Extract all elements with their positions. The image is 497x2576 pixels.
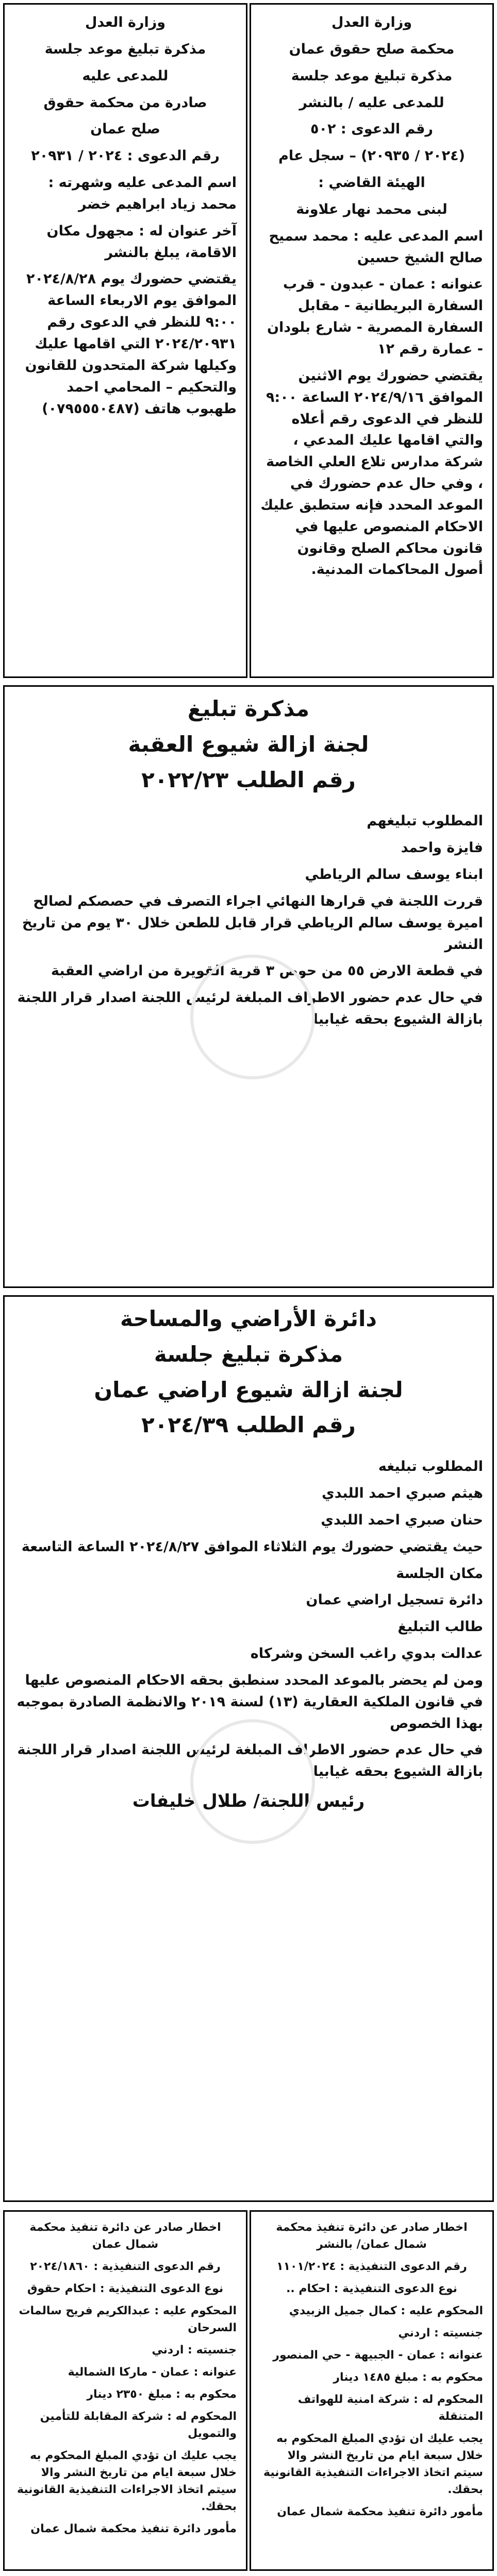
notice-line: دائرة تسجيل اراضي عمان xyxy=(306,1592,483,1608)
notice-line: عنوانه : عمان - الجبيهة - حي المنصور xyxy=(273,2349,483,2362)
notice-body xyxy=(260,2219,483,2520)
notice-body xyxy=(260,12,483,581)
notice-amman-partition-committee xyxy=(3,1295,494,2202)
notice-line: عنوانه : عمان - ماركا الشمالية xyxy=(68,2366,237,2379)
notice-line: نوع الدعوى التنفيذية : احكام حقوق xyxy=(27,2282,224,2295)
notice-line: وزارة العدل xyxy=(85,14,166,30)
notice-line: يقتضي حضورك يوم الاثنين الموافق ٢٠٢٤/٩/١٦ الساعة ٩:٠٠ للنظر في الدعوى رقم أعلاه والتي اقامها عليك المدعي ، شركة مدارس تلاع العلي الخاصة ، وفي حال عدم حضورك في الموعد المحدد فإنه ستطبق عليك الاحكام المنصوص عليها في قانون محاكم الصلح وقانون أصول المحاكمات المدنية. xyxy=(260,367,483,578)
notice-line: (٢٠٢٤ / ٢٠٩٣٥) – سجل عام xyxy=(278,148,465,164)
notice-line: آخر عنوان له : مجهول مكان الاقامة، يبلغ بالنشر xyxy=(46,223,237,261)
notice-line: اسم المدعى عليه : محمد سميح صالح الشيخ حسين xyxy=(269,228,483,266)
notice-line: حنان صبري احمد اللبدي xyxy=(321,1512,483,1528)
execution-notice-2 xyxy=(3,2210,247,2571)
notice-line: في قطعة الارض ٥٥ من حوض ٣ قرية القويرة من اراضي العقبة xyxy=(51,963,483,979)
execution-notice-1 xyxy=(250,2210,494,2571)
notice-line: مكان الجلسة xyxy=(396,1565,483,1582)
notice-body xyxy=(14,810,483,1030)
notice-line: رقم الدعوى : ٢٠٢٤ / ٢٠٩٣١ xyxy=(31,148,220,164)
notice-line: طالب التبليغ xyxy=(397,1619,483,1635)
notice-line: صادرة من محكمة حقوق xyxy=(43,94,207,111)
notice-line: الهيئة القاضي : xyxy=(318,175,425,191)
notice-line: المطلوب تبليغهم xyxy=(367,813,483,829)
notice-line: محكوم به : مبلغ ١٤٨٥ دينار xyxy=(333,2371,483,2384)
notice-line: مذكرة تبليغ موعد جلسة xyxy=(44,41,206,57)
notice-subtitle: لجنة ازالة شيوع اراضي عمان xyxy=(94,1377,403,1402)
request-number: رقم الطلب ٢٠٢٤/٣٩ xyxy=(141,1412,356,1438)
notice-line: اخطار صادر عن دائرة تنفيذ محكمة شمال عمان/ بالنشر xyxy=(276,2221,468,2251)
notice-line: اسم المدعى عليه وشهرته : محمد زياد ابراهيم خضر xyxy=(48,175,237,212)
notice-line: وزارة العدل xyxy=(331,14,412,30)
notice-line: فايزة واحمد xyxy=(401,840,483,856)
notice-line: للمدعى عليه / بالنشر xyxy=(299,94,444,111)
notice-body xyxy=(14,2219,237,2537)
department-header: دائرة الأراضي والمساحة xyxy=(120,1306,377,1331)
notice-court-summons-2 xyxy=(3,3,247,678)
request-number: رقم الطلب ٢٠٢٢/٢٣ xyxy=(141,767,356,792)
notice-line: المحكوم عليه : كمال جميل الزبيدي xyxy=(289,2304,483,2317)
notice-line: يجب عليك ان تؤدي المبلغ المحكوم به خلال سبعة ايام من تاريخ النشر والا سيتم اتخاذ الاجراءات التنفيذية القانونية بحقك. xyxy=(16,2449,237,2513)
notice-line: يجب عليك ان تؤدي المبلغ المحكوم به خلال سبعة ايام من تاريخ النشر والا سيتم اتخاذ الاجراءات التنفيذية القانونية بحقك. xyxy=(263,2432,483,2496)
notice-line: يقتضي حضورك يوم ٢٠٢٤/٨/٢٨ الموافق يوم الاربعاء الساعة ٩:٠٠ للنظر في الدعوى رقم ٢٠٢٤/٢٠٩٣١ التي اقامها عليك وكيلها شركة المتحدون للقانون والتحكيم – المحامي احمد طهبوب هاتف (٠٧٩٥٥٥٠٤٨٧) xyxy=(25,271,237,417)
notice-line: المطلوب تبليغه xyxy=(378,1459,483,1475)
notice-line: عدالت بدوي راغب السخن وشركاه xyxy=(250,1646,483,1662)
notice-line: المحكوم له : شركة امنية للهواتف المتنقلة xyxy=(297,2393,483,2423)
notice-subtitle: لجنة ازالة شيوع العقبة xyxy=(128,731,369,757)
notice-line: ابناء يوسف سالم الرياطي xyxy=(305,867,483,883)
notice-line: مأمور دائرة تنفيذ محكمة شمال عمان xyxy=(30,2522,237,2535)
notice-line: حيث يقتضي حضورك يوم الثلاثاء الموافق ٢٠٢٤/٨/٢٧ الساعة التاسعة xyxy=(21,1538,483,1555)
notice-line: المحكوم عليه : عبدالكريم فريح سالمات السرحان xyxy=(19,2304,237,2334)
notice-title: مذكرة تبليغ xyxy=(187,696,310,721)
notice-title: مذكرة تبليغ جلسة xyxy=(154,1341,343,1367)
notice-line: صلح عمان xyxy=(90,121,160,138)
notice-line: محكوم به : مبلغ ٢٣٥٠ دينار xyxy=(87,2388,237,2401)
notice-line: رقم الدعوى التنفيذية : ١١٠١/٢٠٢٤ xyxy=(276,2260,467,2273)
notice-line: ومن لم يحضر بالموعد المحدد سنطبق بحقه الاحكام المنصوص عليها في قانون الملكية العقارية (١٣) لسنة ٢٠١٩ والانظمة الصادرة بموجبه بهذا الخصوص xyxy=(16,1672,483,1732)
notice-court-summons-1 xyxy=(250,3,494,678)
notice-line: مذكرة تبليغ موعد جلسة xyxy=(291,67,453,84)
notice-line: في حال عدم حضور الاطراف المبلغة لرئيس اللجنة اصدار قرار اللجنة بازالة الشيوع بحقه غيابيا xyxy=(17,990,483,1028)
committee-signature: رئيس اللجنة/ طلال خليفات xyxy=(132,1791,365,1812)
notice-line: لبنى محمد نهار علاونة xyxy=(296,201,448,217)
notice-line: في حال عدم حضور الاطراف المبلغة لرئيس اللجنة اصدار قرار اللجنة بازالة الشيوع بحقه غيابيا xyxy=(17,1742,483,1780)
notice-line: نوع الدعوى التنفيذية : احكام .. xyxy=(286,2282,457,2295)
notice-line: رقم الدعوى التنفيذية : ٢٠٢٤/١٨٦٠ xyxy=(30,2260,221,2273)
notice-line: جنسيته : اردني xyxy=(152,2344,237,2357)
notice-line: عنوانه : عمان - عبدون - قرب السفارة البريطانية - مقابل السفارة المصرية - شارع بلودان - عمارة رقم ١٢ xyxy=(267,276,483,357)
notice-line: مأمور دائرة تنفيذ محكمة شمال عمان xyxy=(277,2505,483,2518)
notice-line: جنسيته : اردني xyxy=(398,2327,483,2340)
notice-line: رقم الدعوى : ٥٠٢ xyxy=(310,121,433,138)
notice-line: قررت اللجنة في قرارها النهائي اجراء التصرف في حصصكم لصالح اميرة يوسف سالم الرياطي قرار قابل للطعن خلال ٣٠ يوم من تاريخ النشر xyxy=(22,893,483,953)
notice-line: للمدعى عليه xyxy=(82,67,169,84)
notice-line: المحكوم له : شركة المقابلة للتأمين والتمويل xyxy=(40,2410,237,2440)
notice-aqaba-partition-committee xyxy=(3,685,494,1288)
notice-line: محكمة صلح حقوق عمان xyxy=(289,41,455,57)
notice-line: هيثم صبري احمد اللبدي xyxy=(322,1485,483,1502)
notice-line: اخطار صادر عن دائرة تنفيذ محكمة شمال عمان xyxy=(29,2221,221,2251)
notice-body xyxy=(14,12,237,419)
notice-body xyxy=(14,1456,483,1783)
